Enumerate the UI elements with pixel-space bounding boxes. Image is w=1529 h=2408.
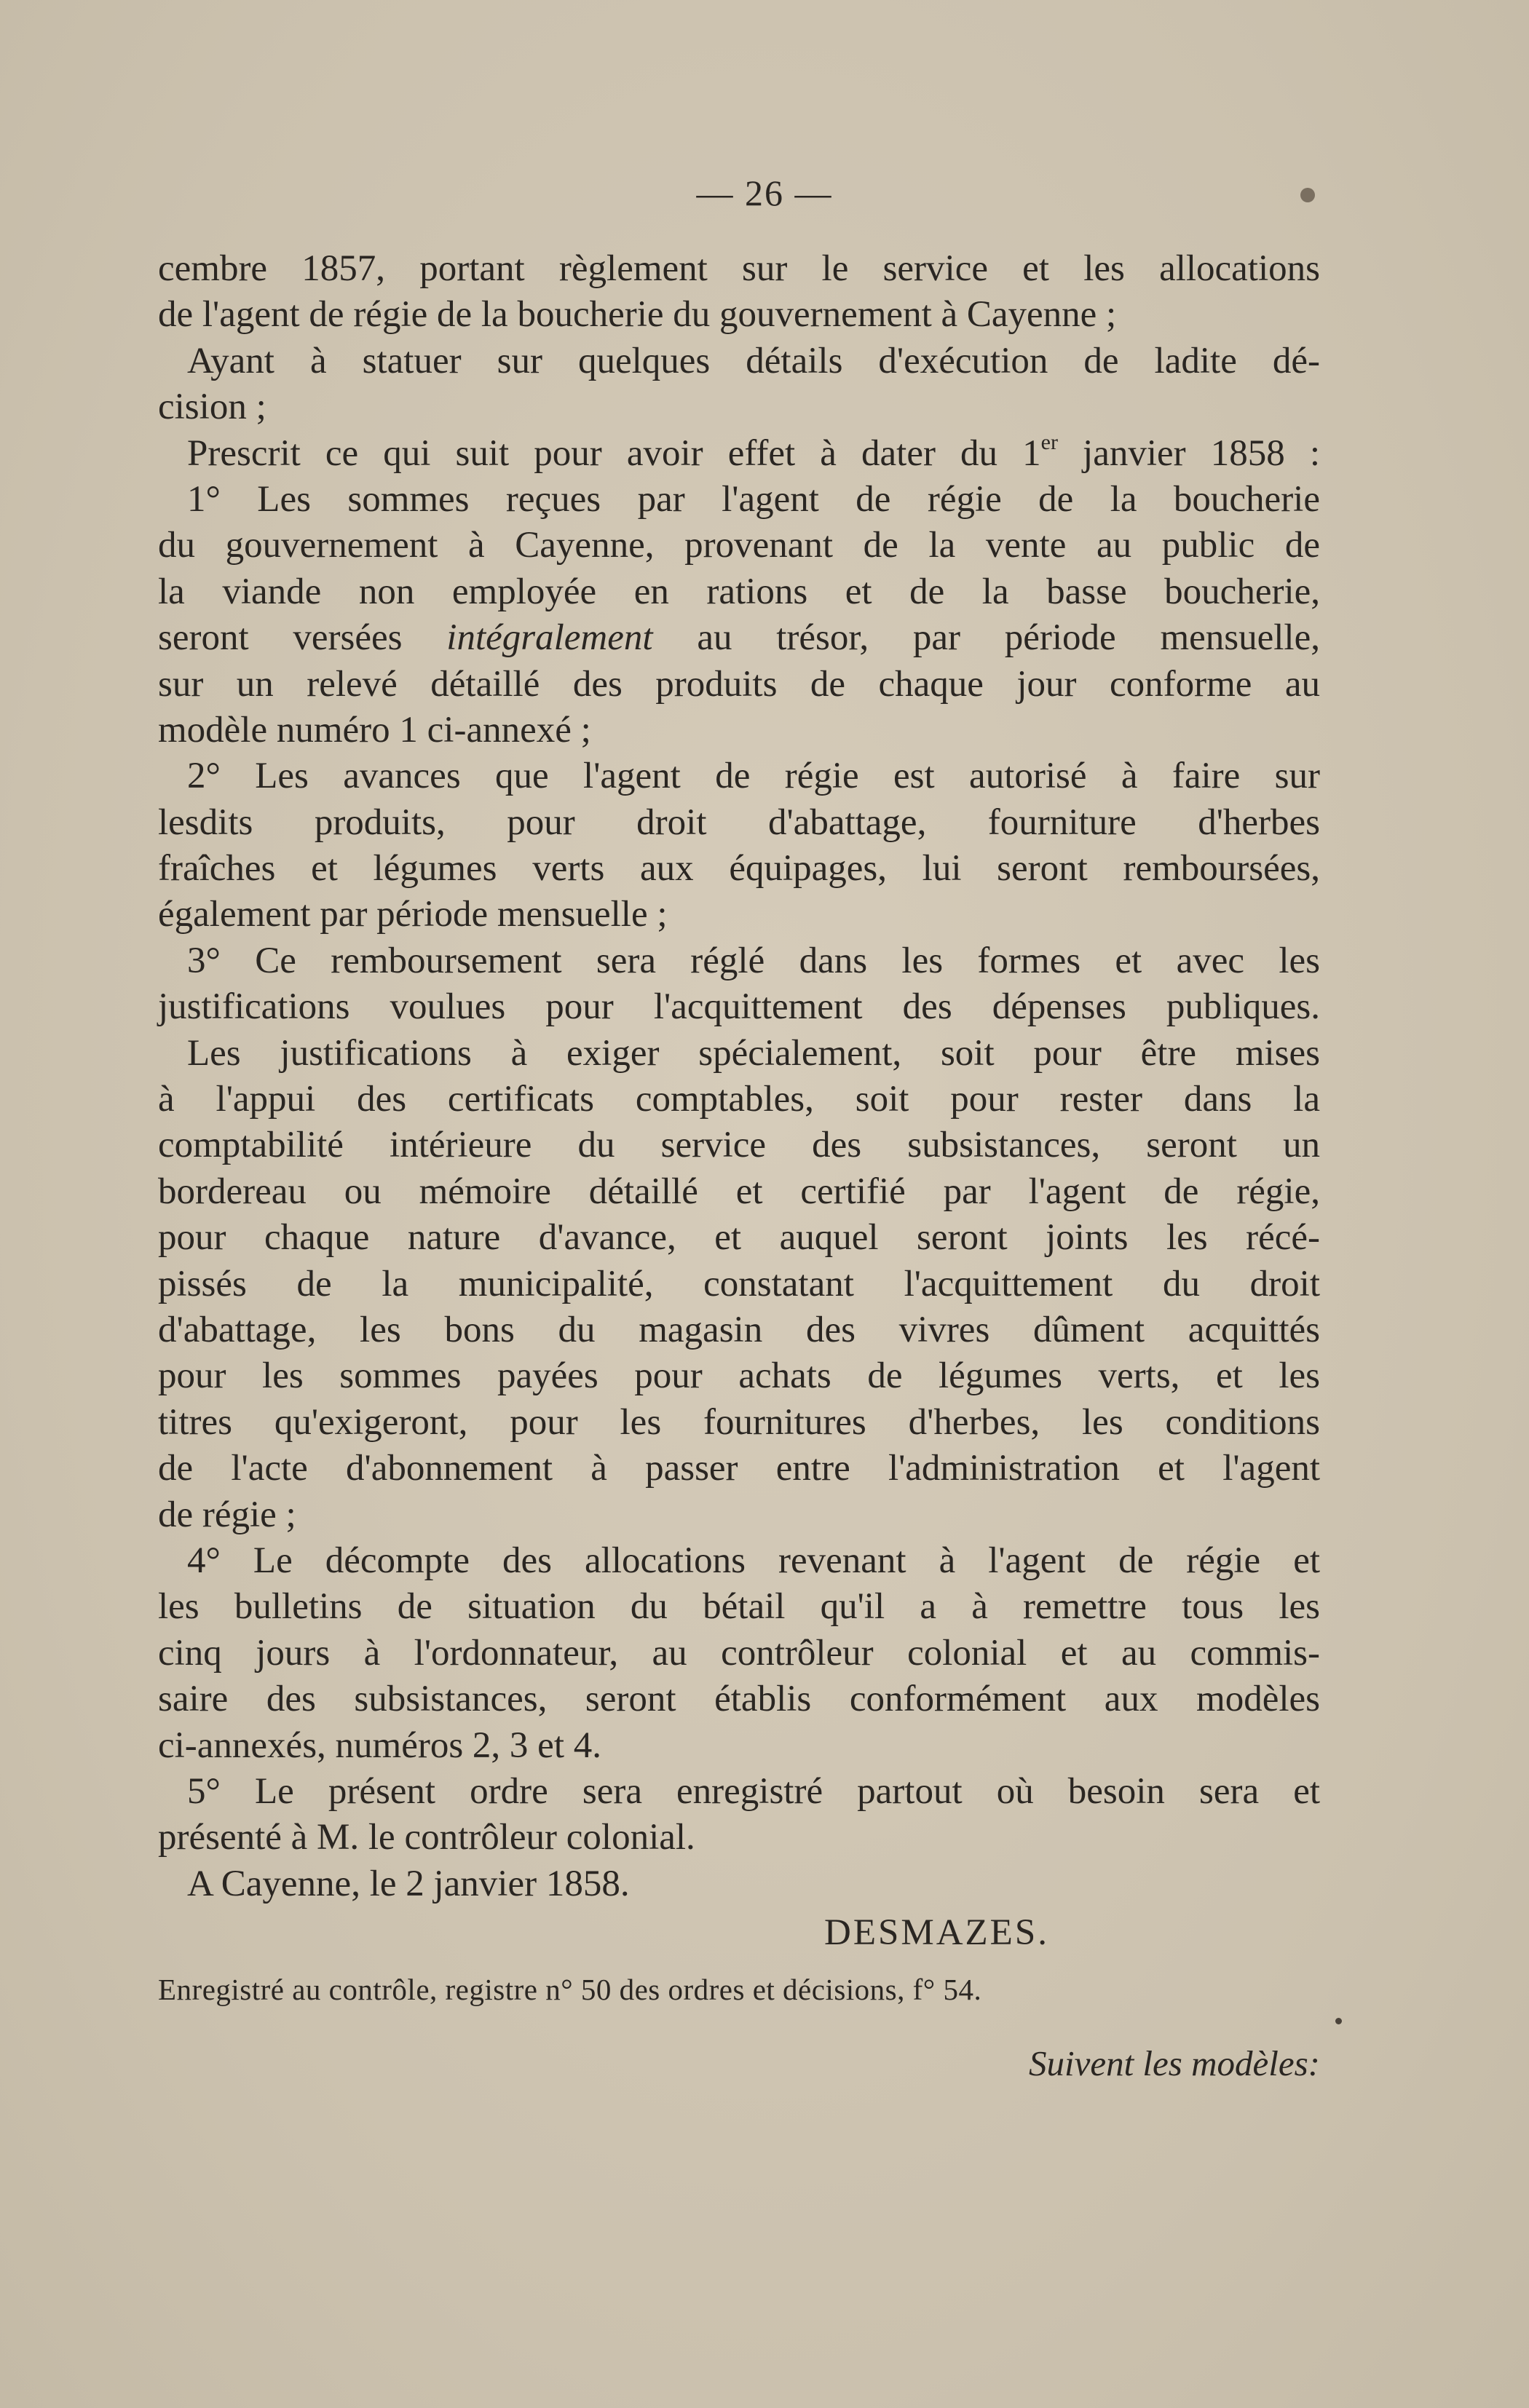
text-line: de l'acte d'abonnement à passer entre l'administration et l'agent: [158, 1448, 1320, 1489]
followup-note: Suivent les modèles:: [1028, 2043, 1320, 2084]
superscript: er: [1040, 429, 1058, 454]
text-line: de régie ;: [158, 1494, 296, 1535]
text-line: justifications voulues pour l'acquittement des dépenses publiques.: [158, 986, 1320, 1028]
text-line: [158, 615, 1320, 661]
text-line: [158, 431, 1320, 477]
paragraph: [158, 477, 1320, 753]
text-line: la viande non employée en rations et de la basse boucherie,: [158, 571, 1320, 612]
paragraph: [158, 431, 1320, 477]
text-line: Les justifications à exiger spécialement, soit pour être mises: [187, 1032, 1320, 1074]
ink-spot: [1335, 2018, 1342, 2024]
text-line: à l'appui des certificats comptables, soit pour rester dans la: [158, 1079, 1320, 1120]
text-line: cembre 1857, portant règlement sur le service et les allocations: [158, 248, 1320, 289]
paragraph: [158, 753, 1320, 938]
text-segment: Prescrit ce qui suit pour avoir effet à dater du 1: [187, 432, 1041, 474]
paragraph: [158, 1769, 1320, 1861]
text-line: modèle numéro 1 ci-annexé ;: [158, 709, 591, 750]
emphasis: intégralement: [446, 617, 653, 659]
text-line: pour chaque nature d'avance, et auquel seront joints les récé-: [158, 1217, 1320, 1259]
document-body: [158, 246, 1320, 2100]
text-segment: janvier 1858 :: [1057, 432, 1320, 474]
paragraph: [158, 246, 1320, 338]
text-line: de l'agent de régie de la boucherie du gouvernement à Cayenne ;: [158, 294, 1117, 336]
text-line: titres qu'exigeront, pour les fournitures d'herbes, les conditions: [158, 1401, 1320, 1443]
signature: DESMAZES.: [824, 1912, 1049, 1954]
text-line: fraîches et légumes verts aux équipages, lui seront remboursées,: [158, 848, 1320, 890]
paragraph: [158, 338, 1320, 431]
text-line: présenté à M. le contrôleur colonial.: [158, 1817, 695, 1858]
paragraph: [158, 1031, 1320, 1538]
text-line: d'abattage, les bons du magasin des vivres dûment acquittés: [158, 1309, 1320, 1350]
text-line: lesdits produits, pour droit d'abattage, fourniture d'herbes: [158, 801, 1320, 843]
registry-note: Enregistré au contrôle, registre n° 50 des ordres et décisions, f° 54.: [158, 1973, 982, 2007]
text-line: ci-annexés, numéros 2, 3 et 4.: [158, 1724, 601, 1766]
text-line: saire des subsistances, seront établis conformément aux modèles: [158, 1679, 1320, 1720]
text-line: pour les sommes payées pour achats de légumes verts, et les: [158, 1355, 1320, 1397]
text-segment: au trésor, par période mensuelle,: [652, 617, 1320, 659]
text-line: cision ;: [158, 387, 266, 428]
text-line: cinq jours à l'ordonnateur, au contrôleur colonial et au commis-: [158, 1632, 1320, 1674]
text-line: pissés de la municipalité, constatant l'acquittement du droit: [158, 1263, 1320, 1304]
ink-spot: [1300, 188, 1315, 202]
text-segment: seront versées: [158, 617, 447, 659]
text-line: 4° Le décompte des allocations revenant à l'agent de régie et: [187, 1540, 1320, 1581]
text-line: sur un relevé détaillé des produits de chaque jour conforme au: [158, 663, 1320, 705]
text-line: Ayant à statuer sur quelques détails d'exécution de ladite dé-: [187, 340, 1320, 381]
text-line: 5° Le présent ordre sera enregistré partout où besoin sera et: [187, 1770, 1320, 1812]
text-line: 3° Ce remboursement sera réglé dans les formes et avec les: [187, 940, 1320, 981]
text-line: bordereau ou mémoire détaillé et certifié par l'agent de régie,: [158, 1171, 1320, 1212]
paragraph: [158, 1538, 1320, 1769]
page-number: — 26 —: [696, 173, 833, 213]
text-line: 1° Les sommes reçues par l'agent de régie de la boucherie: [187, 478, 1320, 520]
text-line: les bulletins de situation du bétail qu'il a à remettre tous les: [158, 1586, 1320, 1628]
text-line: également par période mensuelle ;: [158, 894, 668, 935]
text-line: comptabilité intérieure du service des subsistances, seront un: [158, 1125, 1320, 1166]
place-date: A Cayenne, le 2 janvier 1858.: [187, 1863, 630, 1904]
paragraph: [158, 938, 1320, 1031]
text-line: du gouvernement à Cayenne, provenant de la vente au public de: [158, 525, 1320, 566]
text-line: 2° Les avances que l'agent de régie est autorisé à faire sur: [187, 756, 1320, 797]
